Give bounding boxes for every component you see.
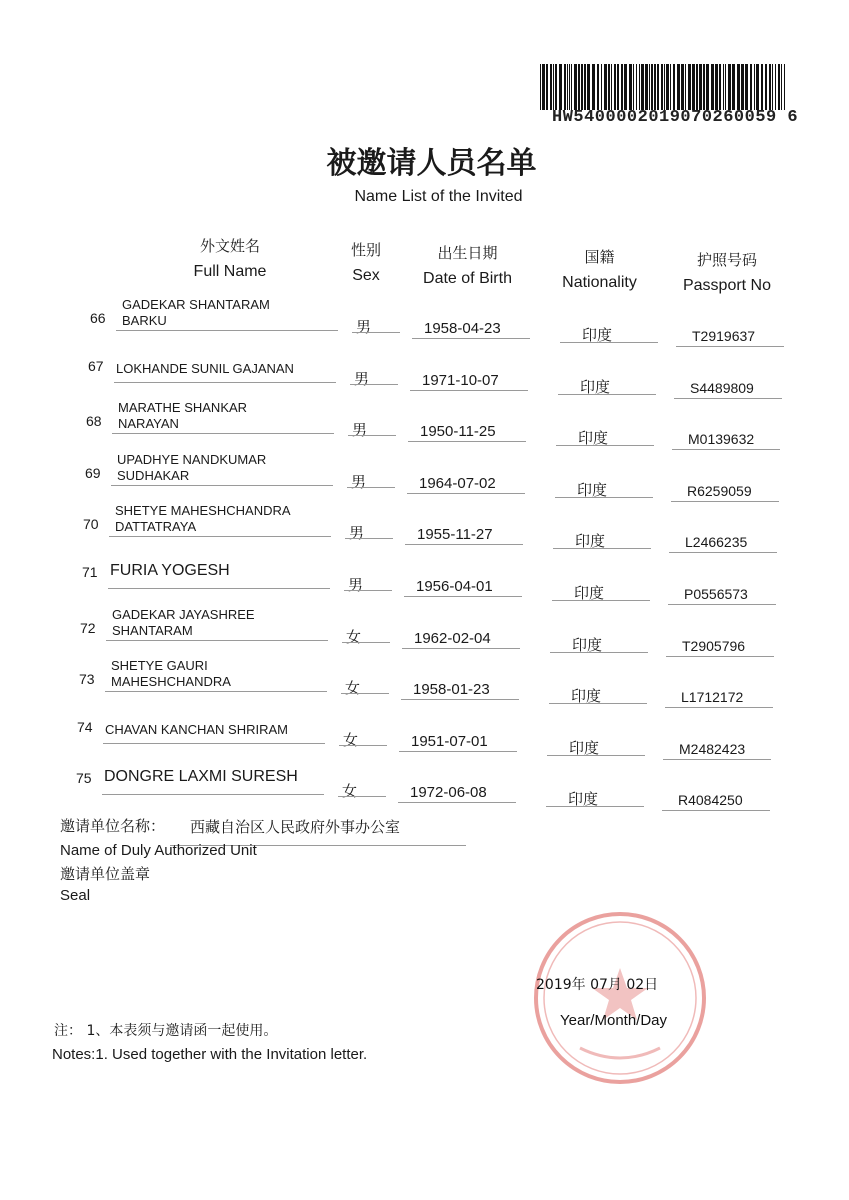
header-nat-cn: 国籍 [584, 248, 615, 266]
row-underline [106, 640, 328, 641]
table-row [0, 449, 849, 499]
passport-cell: R4084250 [678, 792, 743, 808]
passport-cell: M2482423 [679, 741, 746, 757]
row-underline [112, 433, 334, 434]
row-underline [412, 338, 530, 339]
row-underline [108, 588, 330, 589]
row-number: 70 [83, 516, 99, 532]
signing-date: 2019年 07月 02日 [536, 977, 659, 993]
header-passport [672, 248, 782, 298]
row-underline [105, 691, 327, 692]
dob-cell: 1955-11-27 [417, 526, 493, 543]
name-line2: BARKU [122, 313, 167, 328]
unit-label-cn: 邀请单位名称： [60, 817, 166, 835]
row-number: 68 [86, 413, 102, 429]
sex-cell: 女 [345, 679, 361, 697]
table-row [0, 758, 849, 808]
dob-cell: 1971-10-07 [422, 372, 499, 389]
row-underline [345, 538, 393, 539]
table-row [0, 552, 849, 602]
table-row [0, 294, 849, 344]
header-nat-en: Nationality [562, 274, 637, 291]
header-dob-en: Date of Birth [423, 270, 512, 287]
table-row [0, 604, 849, 654]
row-number: 71 [82, 564, 98, 580]
row-underline [547, 755, 645, 756]
row-underline [109, 536, 331, 537]
table-row [0, 500, 849, 550]
header-dob [410, 241, 525, 291]
row-underline [116, 330, 338, 331]
passport-cell: P0556573 [684, 586, 748, 602]
header-sex [336, 238, 396, 288]
nationality-cell: 印度 [572, 636, 603, 654]
row-number: 75 [76, 770, 92, 786]
row-underline [408, 441, 526, 442]
name-line1: GADEKAR JAYASHREE [112, 607, 255, 622]
name-line2: LOKHANDE SUNIL GAJANAN [116, 361, 294, 376]
row-underline [341, 693, 389, 694]
nationality-cell: 印度 [569, 739, 600, 757]
table-row [0, 707, 849, 757]
row-underline [553, 548, 651, 549]
row-underline [558, 394, 656, 395]
row-underline [404, 596, 522, 597]
passport-cell: L2466235 [685, 534, 748, 550]
header-pp-en: Passport No [682, 277, 772, 294]
row-underline [348, 435, 396, 436]
dob-cell: 1964-07-02 [419, 475, 496, 492]
table-row [0, 397, 849, 447]
sex-cell: 男 [348, 576, 364, 594]
note-en: Notes:1. Used together with the Invitation letter. [52, 1046, 368, 1063]
barcode-image [540, 64, 788, 110]
name-line2: CHAVAN KANCHAN SHRIRAM [105, 722, 288, 737]
nationality-cell: 印度 [575, 532, 606, 550]
page-title-en: Name List of the Invited [354, 188, 523, 205]
header-nationality [552, 245, 647, 295]
nationality-cell: 印度 [578, 429, 609, 447]
row-underline [662, 810, 770, 811]
dob-cell: 1950-11-25 [420, 423, 496, 440]
row-underline [350, 384, 398, 385]
header-sex-en: Sex [352, 267, 380, 284]
row-underline [102, 794, 324, 795]
seal-label-cn: 邀请单位盖章 [60, 865, 151, 883]
sex-cell: 女 [343, 731, 359, 749]
row-underline [402, 648, 520, 649]
dob-cell: 1958-01-23 [413, 681, 490, 698]
row-number: 67 [88, 358, 104, 374]
sex-cell: 男 [349, 524, 365, 542]
row-number: 69 [85, 465, 101, 481]
unit-label-en: Name of Duly Authorized Unit [60, 842, 257, 859]
passport-cell: S4489809 [690, 380, 754, 396]
name-line1: UPADHYE NANDKUMAR [117, 452, 267, 467]
passport-cell: L1712172 [681, 689, 744, 705]
nationality-cell: 印度 [574, 584, 605, 602]
header-name-en: Full Name [193, 263, 267, 280]
row-number: 73 [79, 671, 95, 687]
note-cn: 注： 1、本表须与邀请函一起使用。 [54, 1023, 278, 1039]
row-number: 66 [90, 310, 106, 326]
row-underline [405, 544, 523, 545]
row-underline [398, 802, 516, 803]
name-line2: NARAYAN [118, 416, 179, 431]
row-underline [556, 445, 654, 446]
nationality-cell: 印度 [580, 378, 611, 396]
unit-value: 西藏自治区人民政府外事办公室 [190, 818, 401, 836]
dob-cell: 1958-04-23 [424, 320, 501, 337]
header-dob-cn: 出生日期 [437, 244, 498, 262]
name-line1: SHETYE MAHESHCHANDRA [115, 503, 291, 518]
table-row [0, 346, 849, 396]
sex-cell: 男 [351, 473, 367, 491]
passport-cell: M0139632 [688, 431, 755, 447]
sex-cell: 男 [352, 421, 368, 439]
sex-cell: 男 [354, 370, 370, 388]
row-underline [410, 390, 528, 391]
row-underline [555, 497, 653, 498]
name-line2: SUDHAKAR [117, 468, 190, 483]
sex-cell: 女 [346, 628, 362, 646]
row-underline [103, 743, 325, 744]
dob-cell: 1972-06-08 [410, 784, 487, 801]
passport-cell: R6259059 [687, 483, 752, 499]
header-pp-cn: 护照号码 [696, 251, 757, 269]
dob-cell: 1956-04-01 [416, 578, 493, 595]
header-name-cn: 外文姓名 [199, 237, 260, 255]
sex-cell: 男 [356, 318, 372, 336]
row-underline [546, 806, 644, 807]
row-underline [401, 699, 519, 700]
row-underline [339, 745, 387, 746]
name-line2: DONGRE LAXMI SURESH [104, 768, 298, 785]
passport-cell: T2905796 [682, 638, 746, 654]
dob-cell: 1951-07-01 [411, 733, 488, 750]
name-line1: GADEKAR SHANTARAM [122, 297, 270, 312]
table-row [0, 655, 849, 705]
sex-cell: 女 [342, 782, 358, 800]
passport-cell: T2919637 [692, 328, 756, 344]
row-underline [111, 485, 333, 486]
row-underline [342, 642, 390, 643]
row-underline [338, 796, 386, 797]
name-line2: SHANTARAM [112, 623, 193, 638]
name-line1: MARATHE SHANKAR [118, 400, 248, 415]
barcode-number: HW5400002019070260059 6 [552, 108, 799, 127]
page-title-cn: 被邀请人员名单 [326, 146, 537, 181]
official-seal-stamp [530, 908, 710, 1088]
row-number: 74 [77, 719, 93, 735]
nationality-cell: 印度 [568, 790, 599, 808]
dob-cell: 1962-02-04 [414, 630, 491, 647]
row-underline [552, 600, 650, 601]
row-number: 72 [80, 620, 96, 636]
row-underline [407, 493, 525, 494]
name-line2: FURIA YOGESH [110, 562, 230, 579]
seal-label-en: Seal [60, 887, 91, 904]
header-sex-cn: 性别 [350, 241, 381, 259]
row-underline [549, 703, 647, 704]
row-underline [560, 342, 658, 343]
row-underline [550, 652, 648, 653]
nationality-cell: 印度 [571, 687, 602, 705]
name-line2: MAHESHCHANDRA [111, 674, 231, 689]
row-underline [399, 751, 517, 752]
nationality-cell: 印度 [582, 326, 613, 344]
row-underline [344, 590, 392, 591]
name-line2: DATTATRAYA [115, 519, 197, 534]
row-underline [347, 487, 395, 488]
header-full-name [170, 234, 290, 284]
row-underline [352, 332, 400, 333]
row-underline [114, 382, 336, 383]
name-line1: SHETYE GAURI [111, 658, 208, 673]
nationality-cell: 印度 [577, 481, 608, 499]
date-format-label: Year/Month/Day [560, 1012, 668, 1029]
